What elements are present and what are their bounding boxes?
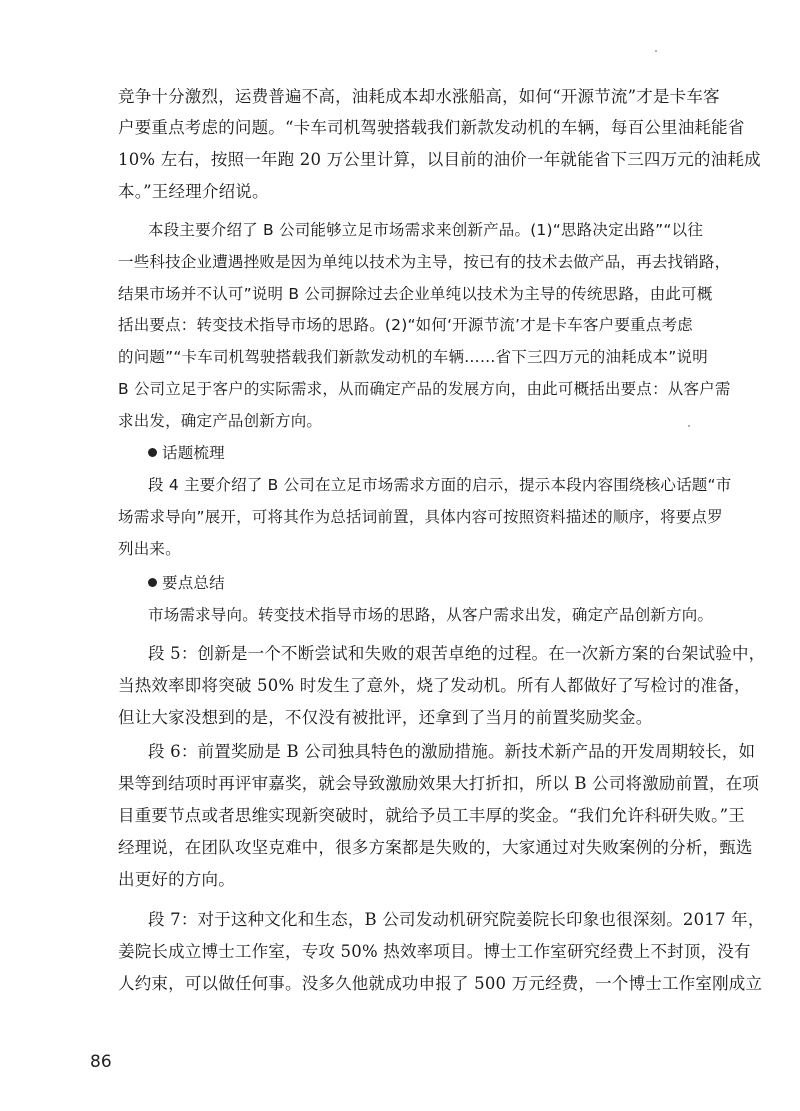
bullet-icon (148, 444, 162, 462)
analysis-line: 求出发，确定产品创新方向。 (118, 412, 323, 430)
scan-speck (655, 50, 657, 52)
analysis-line: 结果市场并不认可”说明 B 公司摒除过去企业单纯以技术为主导的传统思路，由此可概 (118, 285, 713, 303)
analysis-line: 一些科技企业遭遇挫败是因为单纯以技术为主导，按已有的技术去做产品，再去找销路， (118, 253, 731, 271)
text-line: 姜院长成立博士工作室，专攻 50% 热效率项目。博士工作室研究经费上不封顶，没有 (118, 942, 751, 961)
analysis-line: 本段主要介绍了 B 公司能够立足市场需求来创新产品。(1)“思路决定出路”“以往 (148, 221, 704, 239)
bullet-icon (148, 574, 162, 592)
analysis-line: 括出要点：转变技术指导市场的思路。(2)“如何‘开源节流’才是卡车客户要重点考虑 (118, 316, 693, 334)
text-line: 目重要节点或者思维实现新突破时，就给予员工丰厚的奖金。“我们允许科研失败。”王 (118, 806, 745, 825)
analysis-line: B 公司立足于客户的实际需求，从而确定产品的发展方向，由此可概括出要点：从客户需 (118, 380, 731, 398)
section-heading-summary: 要点总结 (148, 572, 690, 594)
summary-line: 市场需求导向。转变技术指导市场的思路，从客户需求出发，确定产品创新方向。 (148, 606, 714, 624)
text-line: 但让大家没想到的是，不仅没有被批评，还拿到了当月的前置奖励奖金。 (118, 708, 653, 727)
text-line: 当热效率即将突破 50% 时发生了意外，烧了发动机。所有人都做好了写检讨的准备， (118, 676, 751, 695)
analysis-line: 的问题”“卡车司机驾驶搭载我们新款发动机的车辆……省下三四万元的油耗成本”说明 (118, 348, 708, 366)
text-line: 竞争十分激烈，运费普遍不高，油耗成本却水涨船高，如何“开源节流”才是卡车客 (118, 87, 720, 106)
text-line: 人约束，可以做任何事。没多久他就成功申报了 500 万元经费，一个博士工作室刚成立 (118, 974, 763, 993)
text-line: 果等到结项时再评审嘉奖，就会导致激励效果大打折扣，所以 B 公司将激励前置，在项 (118, 774, 760, 793)
scan-speck (688, 425, 690, 427)
text-line: 段 7：对于这种文化和生态，B 公司发动机研究院姜院长印象也很深刻。2017 年， (148, 910, 765, 929)
page-number: 86 (90, 1052, 112, 1072)
text-line: 户要重点考虑的问题。“卡车司机驾驶搭载我们新款发动机的车辆，每百公里油耗能省 (118, 118, 745, 137)
text-line: 经理说，在团队攻坚克难中，很多方案都是失败的，大家通过对失败案例的分析，甄选 (118, 838, 753, 857)
text-line: 本。”王经理介绍说。 (118, 182, 269, 201)
text-line: 出更好的方向。 (118, 870, 235, 889)
text-line: 段 5：创新是一个不断尝试和失败的艰苦卓绝的过程。在一次新方案的台架试验中， (148, 644, 766, 663)
analysis-line: 列出来。 (118, 540, 181, 558)
text-line: 10% 左右，按照一年跑 20 万公里计算，以目前的油价一年就能省下三四万元的油耗成 (118, 150, 761, 169)
text-line: 段 6：前置奖励是 B 公司独具特色的激励措施。新技术新产品的开发周期较长，如 (148, 742, 756, 761)
section-heading-topic: 话题梳理 (148, 442, 690, 464)
analysis-line: 段 4 主要介绍了 B 公司在立足市场需求方面的启示，提示本段内容围绕核心话题“市 (148, 476, 732, 494)
analysis-line: 场需求导向”展开，可将其作为总括词前置，具体内容可按照资料描述的顺序，将要点罗 (118, 508, 723, 526)
